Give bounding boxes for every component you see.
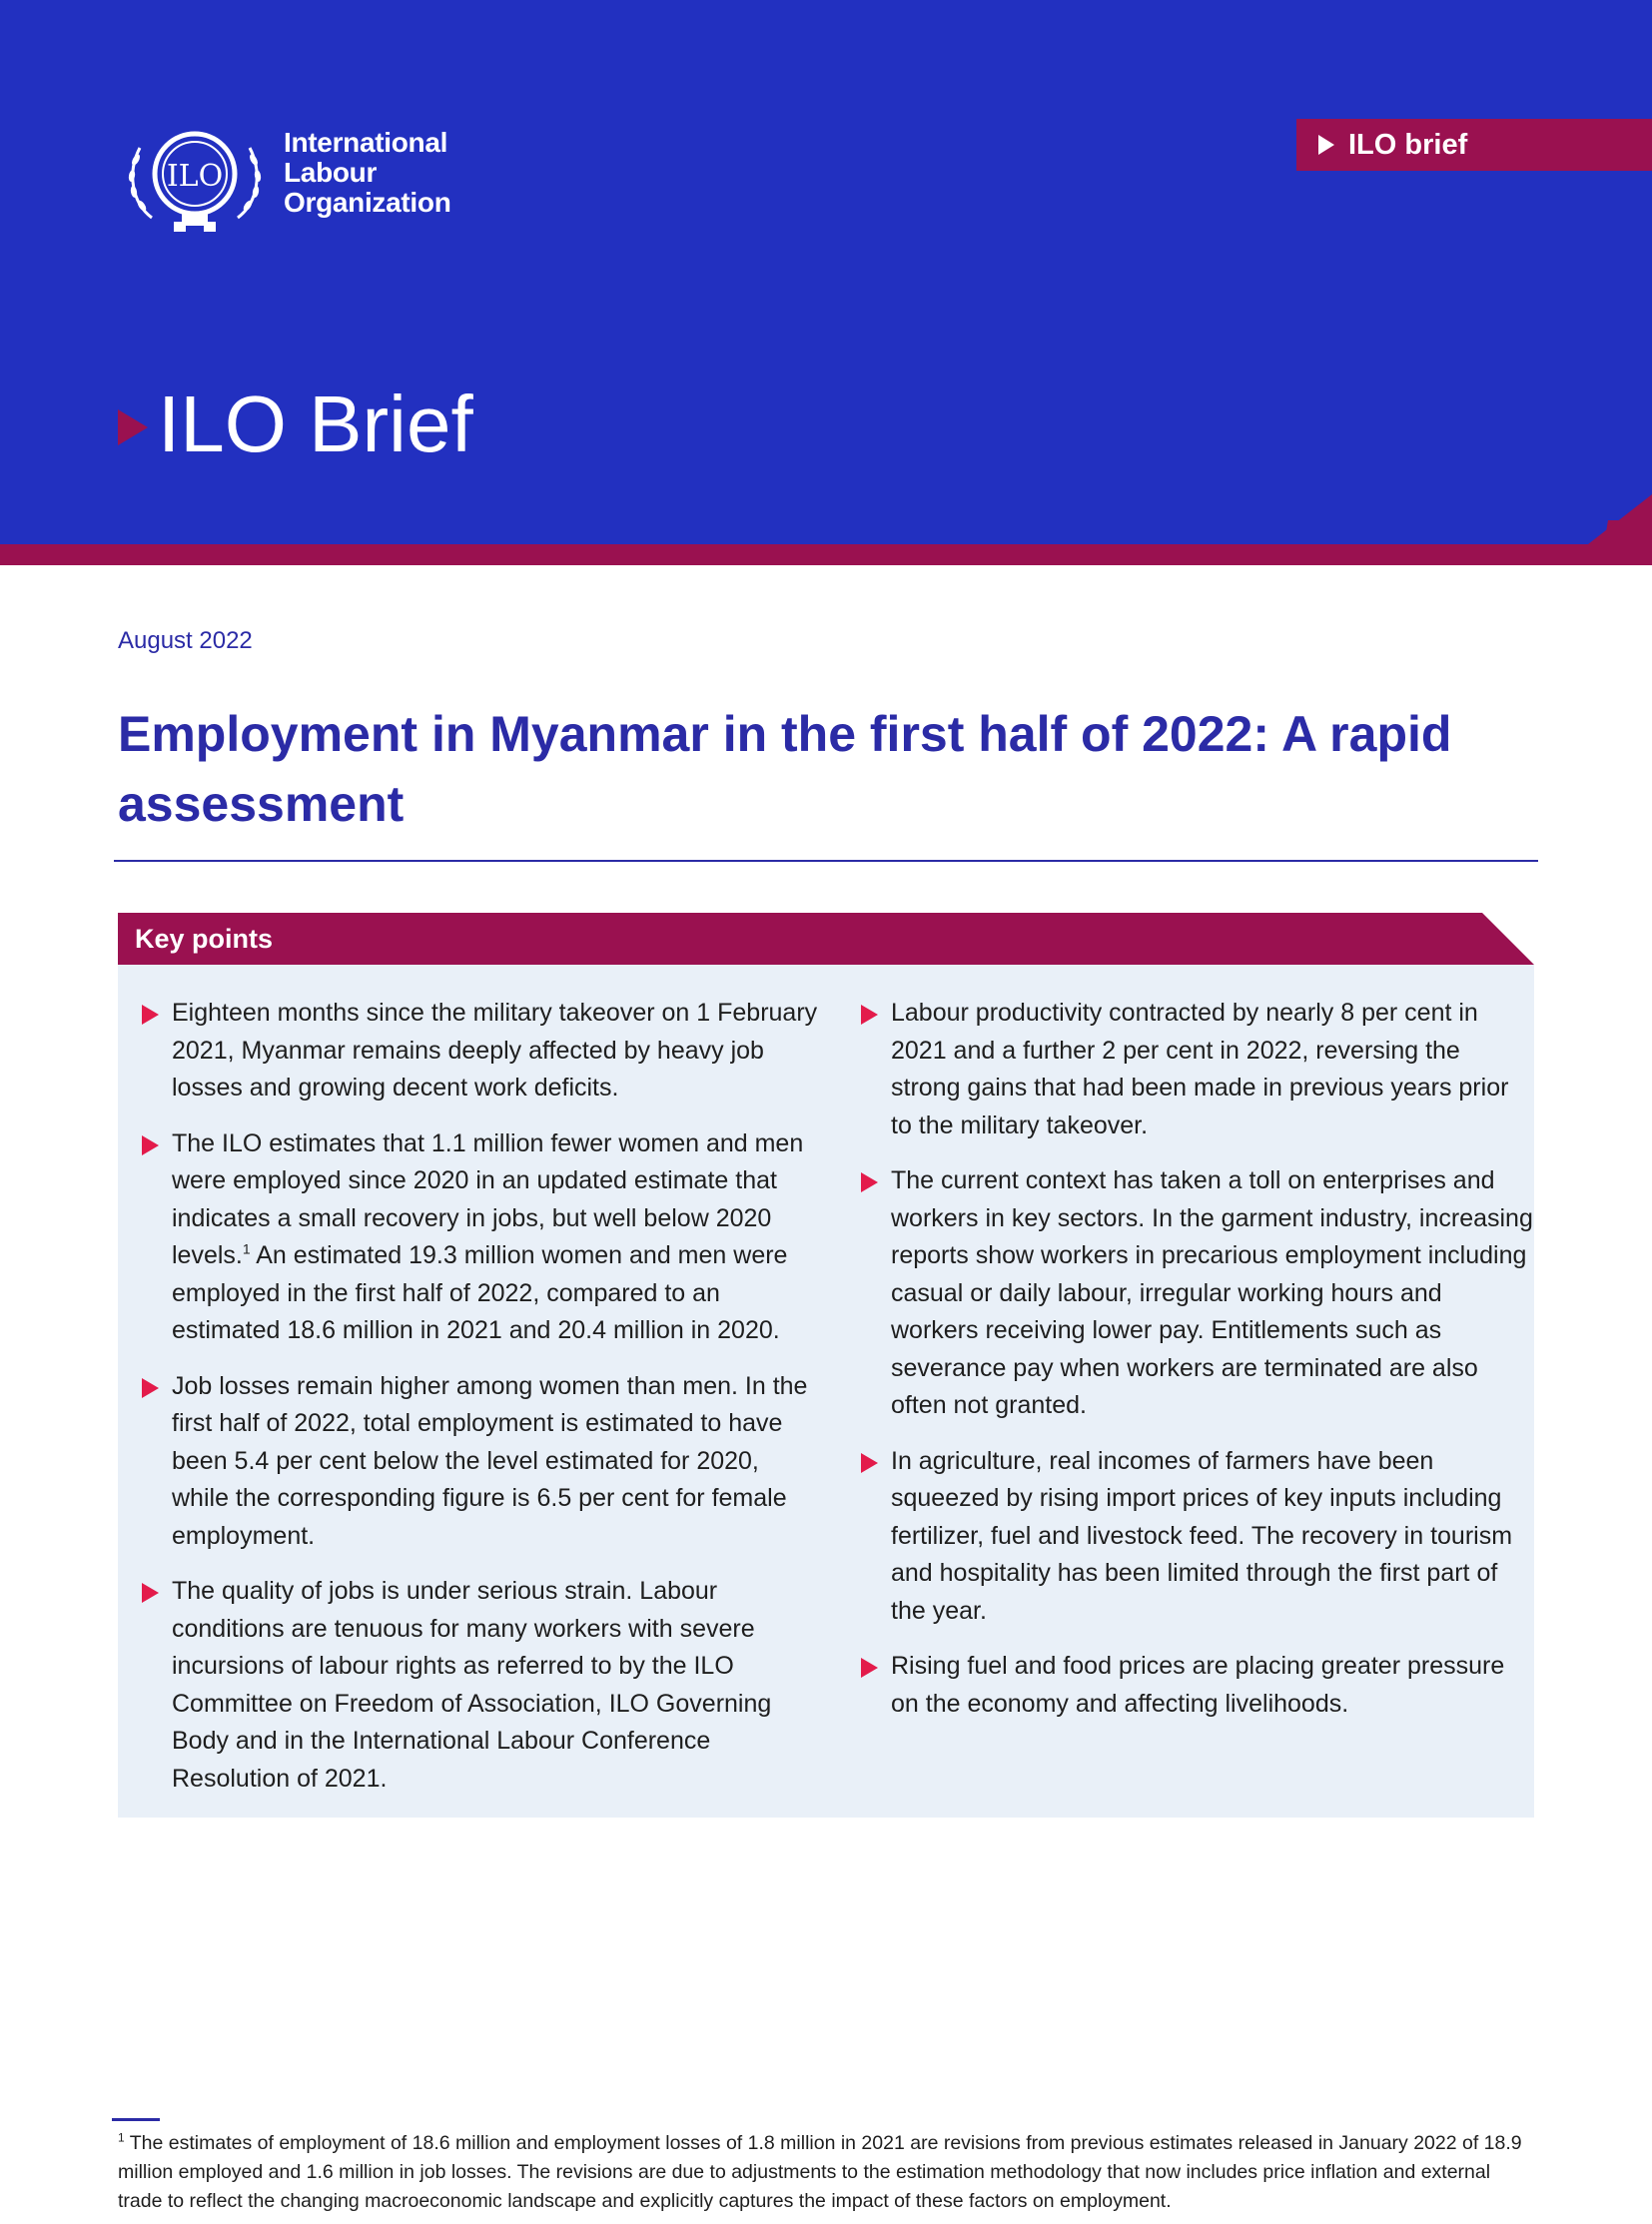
key-point-item: Eighteen months since the military takeover on 1 February 2021, Myanmar remains deeply affected by heavy job losses and growing decent work deficits. [130, 995, 819, 1108]
bullet-triangle-icon [861, 1172, 878, 1192]
bullet-triangle-icon [861, 1453, 878, 1473]
footnote-text: The estimates of employment of 18.6 million and employment losses of 1.8 million in 2021 are revisions from previous estimates released in January 2022 of 18.9 million employed and 1.6 million in job losses. The revisions are due to adjustments to the estimation methodology that now includes price inflation and external trade to reflect the changing macroeconomic landscape and explicitly captures the impact of these factors on employment. [118, 2132, 1522, 2212]
key-point-item: Labour productivity contracted by nearly 8 per cent in 2021 and a further 2 per cent in 2022, reversing the strong gains that had been made in previous years prior to the military takeover. [849, 995, 1534, 1144]
footnote-reference[interactable]: 1 [242, 1240, 251, 1257]
play-triangle-icon [118, 409, 148, 445]
key-point-item: Rising fuel and food prices are placing greater pressure on the economy and affecting livelihoods. [849, 1648, 1534, 1723]
play-triangle-icon [1318, 135, 1334, 155]
bullet-triangle-icon [861, 1005, 878, 1025]
header-background [0, 0, 1652, 565]
bullet-triangle-icon [142, 1135, 159, 1155]
key-points-left-column [130, 995, 819, 1816]
footnote-marker: 1 [118, 2130, 125, 2145]
title-divider [114, 860, 1538, 862]
footnote-divider [112, 2118, 160, 2121]
publication-date: August 2022 [118, 627, 253, 654]
key-points-header [118, 913, 1534, 965]
badge-label: ILO brief [1348, 128, 1468, 161]
footnote [118, 2129, 1536, 2216]
bullet-triangle-icon [142, 1005, 159, 1025]
series-title [118, 379, 473, 469]
key-point-item: The ILO estimates that 1.1 million fewer women and men were employed since 2020 in an updated estimate that indicates a small recovery in jobs, but well below 2020 levels.$^1$ An estimated 19.3 million women and men were employed in the first half of 2022, compared to an estimated 18.6 million in 2021 and 20.4 million in 2020. [130, 1125, 819, 1350]
document-title: Employment in Myanmar in the first half of 2022: A rapid assessment [118, 706, 1452, 832]
key-point-item: The current context has taken a toll on enterprises and workers in key sectors. In the garment industry, increasing reports show workers in precarious employment including casual or daily labour, irregular working hours and workers receiving lower pay. Entitlements such as severance pay when workers are terminated are also often not granted. [849, 1162, 1534, 1425]
series-title-text: ILO Brief [158, 379, 473, 468]
key-points-right-column [849, 995, 1534, 1741]
logo-wordmark: ILO [166, 159, 224, 194]
key-point-item: The quality of jobs is under serious strain. Labour conditions are tenuous for many workers with severe incursions of labour rights as referred to by the ILO Committee on Freedom of Association, ILO Governing Body and in the International Labour Conference Resolution of 2021. [130, 1573, 819, 1798]
org-name-line-2: Labour [284, 157, 378, 188]
key-point-item: In agriculture, real incomes of farmers have been squeezed by rising import prices of key inputs including fertilizer, fuel and livestock feed. The recovery in tourism and hospitality has been limited through the first part of the year. [849, 1443, 1534, 1631]
bullet-triangle-icon [142, 1583, 159, 1603]
org-name-line-3: Organization [284, 187, 451, 218]
key-point-item: Job losses remain higher among women than men. In the first half of 2022, total employment is estimated to have been 5.4 per cent below the level estimated for 2020, while the corresponding figure is 6.5 per cent for female employment. [130, 1368, 819, 1556]
organization-name [284, 128, 451, 218]
bullet-triangle-icon [142, 1378, 159, 1398]
org-name-line-1: International [284, 127, 448, 158]
bullet-triangle-icon [861, 1658, 878, 1678]
ilo-logo-emblem [122, 118, 268, 236]
key-points-box [118, 965, 1534, 1818]
header-band [0, 0, 1652, 565]
ilo-brief-badge [1296, 119, 1652, 171]
key-points-heading: Key points [135, 924, 274, 954]
